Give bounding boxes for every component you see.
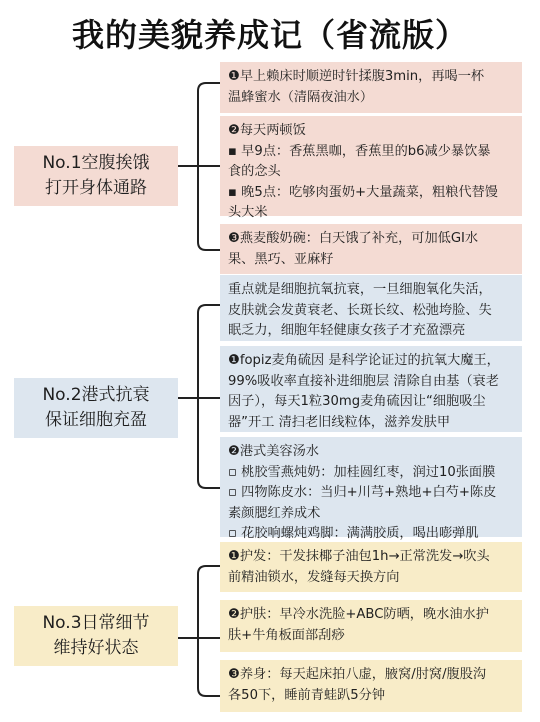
item-line: 食的念头 bbox=[228, 164, 281, 179]
item-line: 素颜腮红养成术 bbox=[228, 505, 321, 521]
category-label-line: 维持好状态 bbox=[53, 638, 139, 658]
item-box-hk-soups bbox=[220, 437, 522, 541]
item-line: 器”开工 清扫老旧线粒体，滋养发肤甲 bbox=[228, 414, 451, 430]
item-line: ▫ 四物陈皮水：当归+川芎+熟地+白芍+陈皮 bbox=[228, 485, 497, 500]
item-line: 眠乏力，细胞年轻健康女孩子才充盈漂亮 bbox=[228, 323, 466, 338]
item-box-ergothioneine bbox=[220, 346, 522, 432]
item-box-body-care bbox=[220, 660, 522, 712]
item-box-two-meals bbox=[220, 116, 522, 220]
item-line: 头大米 bbox=[228, 205, 268, 220]
category-no3 bbox=[14, 606, 178, 666]
item-line: 温蜂蜜水（清隔夜油水） bbox=[228, 89, 374, 105]
item-line: 因子），每天1粒30mg麦角硫因让“细胞吸尘 bbox=[228, 394, 486, 409]
item-line: ▫ 桃胶雪燕炖奶：加桂圆红枣，润过10张面膜 bbox=[228, 464, 496, 480]
category-label-line: No.3日常细节 bbox=[42, 613, 150, 633]
connector-section-2 bbox=[178, 305, 220, 488]
item-line: ❸燕麦酸奶碗：白天饿了补充，可加低GI水 bbox=[228, 231, 479, 246]
item-line: ❸养身：每天起床拍八虚，腋窝/肘窝/腹股沟 bbox=[228, 667, 487, 682]
category-label-line: 打开身体通路 bbox=[45, 178, 147, 198]
item-box-oat-yogurt bbox=[220, 224, 522, 274]
category-no1 bbox=[14, 146, 178, 206]
item-line: ❷每天两顿饭 bbox=[228, 123, 306, 138]
item-line: 重点就是细胞抗氧抗衰，一旦细胞氧化失活， bbox=[228, 282, 492, 297]
item-line: ❶早上赖床时顺逆时针揉腹3min，再喝一杯 bbox=[228, 69, 485, 84]
category-label-line: 保证细胞充盈 bbox=[45, 410, 147, 430]
page-title: 我的美貌养成记（省流版） bbox=[71, 16, 468, 54]
item-line: 肤+牛角板面部刮痧 bbox=[228, 627, 345, 643]
item-box-hair-care bbox=[220, 542, 522, 592]
item-line: 各50下，睡前青蛙趴5分钟 bbox=[228, 687, 386, 703]
item-box-antioxidant-intro bbox=[220, 275, 522, 341]
connector-section-1 bbox=[178, 83, 220, 250]
item-line: ▫ 花胶响螺炖鸡脚：满满胶质，喝出嘭弹肌 bbox=[228, 526, 479, 541]
item-line: 99%吸收率直接补进细胞层 清除自由基（衰老 bbox=[228, 373, 499, 389]
item-line: 果、黑巧、亚麻籽 bbox=[228, 251, 334, 267]
category-label-line: No.1空腹挨饿 bbox=[42, 153, 150, 173]
item-line: 皮肤就会发黄衰老、长斑长纹、松弛垮脸、失 bbox=[228, 302, 492, 318]
item-box-skin-care bbox=[220, 600, 522, 652]
connector-section-3 bbox=[178, 566, 220, 696]
item-line: 前精油锁水，发缝每天换方向 bbox=[228, 569, 400, 585]
item-line: ❷护肤：早冷水洗脸+ABC防晒，晚水油水护 bbox=[228, 607, 489, 622]
item-line: ❶护发：干发抹椰子油包1h→正常洗发→吹头 bbox=[228, 549, 490, 564]
item-line: ❶fopiz麦角硫因 是科学论证过的抗氧大魔王， bbox=[228, 353, 500, 368]
item-box-fasting-massage bbox=[220, 62, 522, 113]
item-line: ▪ 早9点：香蕉黑咖，香蕉里的b6减少暴饮暴 bbox=[228, 143, 491, 159]
item-line: ❷港式美容汤水 bbox=[228, 444, 319, 459]
category-label-line: No.2港式抗衰 bbox=[42, 385, 150, 405]
category-no2 bbox=[14, 378, 178, 438]
item-line: ▪ 晚5点：吃够肉蛋奶+大量蔬菜，粗粮代替馒 bbox=[228, 184, 498, 200]
